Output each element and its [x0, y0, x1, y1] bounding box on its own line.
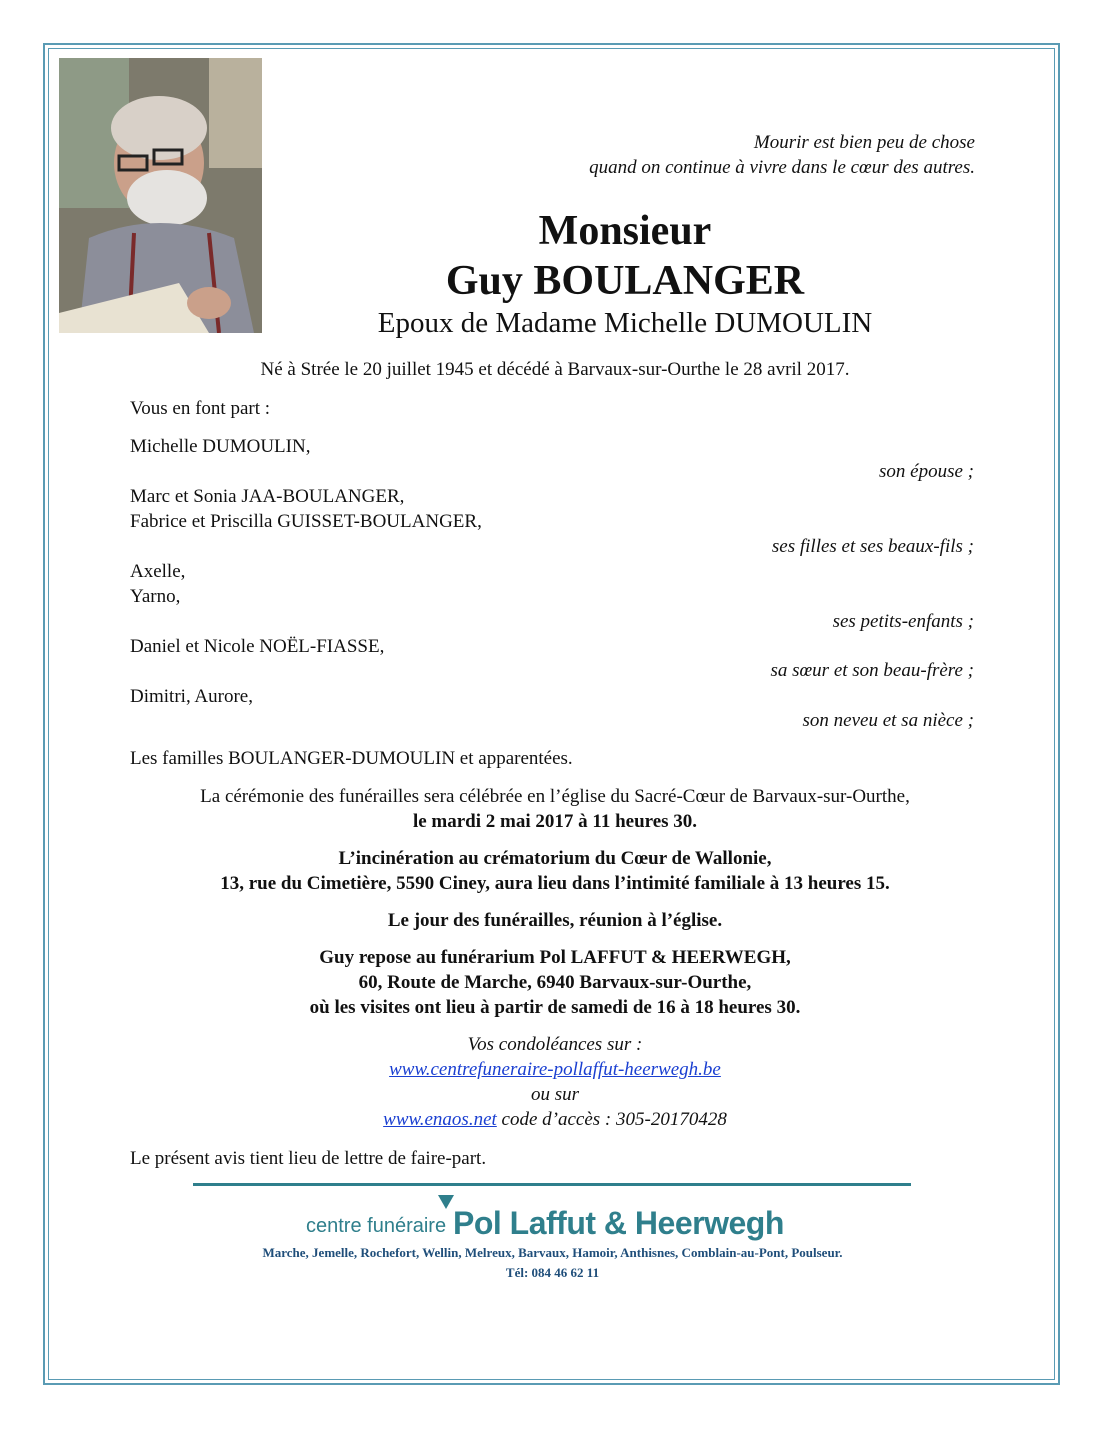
enaos-link[interactable]: www.enaos.net [383, 1109, 497, 1130]
footer-rule [193, 1183, 911, 1186]
condolences-enaos-row [60, 1107, 1050, 1132]
meeting-line: Le jour des funérailles, réunion à l’église. [387, 910, 723, 931]
family-name: Marc et Sonia JAA-BOULANGER, [130, 486, 405, 507]
condolences-or: ou sur [530, 1084, 580, 1105]
family-name: Daniel et Nicole NOËL-FIASSE, [130, 636, 385, 657]
rest-line-2: 60, Route de Marche, 6940 Barvaux-sur-Ourthe, [358, 972, 752, 993]
logo-prefix: centre funéraire [306, 1215, 447, 1237]
access-code: code d’accès : 305-20170428 [496, 1109, 727, 1130]
logo-marker-icon [438, 1195, 454, 1209]
family-name: Dimitri, Aurore, [130, 686, 253, 707]
ceremony-line-1: La cérémonie des funérailles sera célébrée en l’église du Sacré-Cœur de Barvaux-sur-Ourthe, [200, 786, 910, 807]
families-line: Les familles BOULANGER-DUMOULIN et apparentées. [130, 748, 573, 769]
portrait-photo [59, 58, 262, 333]
spouse-line: Epoux de Madame Michelle DUMOULIN [377, 307, 873, 339]
quote-line-1: Mourir est bien peu de chose [753, 132, 975, 153]
epigraph-quote [589, 130, 975, 180]
footer-towns: Marche, Jemelle, Rochefort, Wellin, Melreux, Barvaux, Hamoir, Anthisnes, Comblain-au-Pont, Poulseur. [262, 1245, 843, 1260]
cremation-line-2: 13, rue du Cimetière, 5590 Ciney, aura lieu dans l’intimité familiale à 13 heures 15. [220, 873, 890, 894]
notice-line: Le présent avis tient lieu de lettre de faire-part. [130, 1148, 487, 1169]
honorific: Monsieur [538, 208, 712, 254]
family-name: Yarno, [130, 586, 181, 607]
ceremony-line-2: le mardi 2 mai 2017 à 11 heures 30. [412, 811, 698, 832]
intro-line: Vous en font part : [130, 398, 271, 419]
condolences-link-row [60, 1057, 1050, 1082]
portrait-illustration [59, 58, 262, 333]
rest-line-3: où les visites ont lieu à partir de samedi de 16 à 18 heures 30. [309, 997, 801, 1018]
footer-phone: Tél: 084 46 62 11 [505, 1265, 600, 1280]
family-name: Fabrice et Priscilla GUISSET-BOULANGER, [130, 511, 482, 532]
birth-death-line: Né à Strée le 20 juillet 1945 et décédé à Barvaux-sur-Ourthe le 28 avril 2017. [260, 359, 850, 380]
logo-name: Pol Laffut & Heerwegh [453, 1205, 784, 1241]
funeral-website-link[interactable]: www.centrefuneraire-pollaffut-heerwegh.be [389, 1059, 721, 1080]
cremation-line-1: L’incinération au crématorium du Cœur de Wallonie, [338, 848, 772, 869]
condolences-label: Vos condoléances sur : [467, 1034, 643, 1055]
family-relation: sa sœur et son beau-frère ; [770, 660, 974, 681]
family-relation: ses petits-enfants ; [832, 611, 974, 632]
deceased-name: Guy BOULANGER [445, 258, 805, 304]
family-relation: ses filles et ses beaux-fils ; [771, 536, 974, 557]
rest-line-1: Guy repose au funérarium Pol LAFFUT & HEERWEGH, [319, 947, 791, 968]
quote-line-2: quand on continue à vivre dans le cœur des autres. [589, 157, 975, 178]
family-relation: son neveu et sa nièce ; [802, 710, 974, 731]
family-name: Michelle DUMOULIN, [130, 436, 311, 457]
family-relation: son épouse ; [879, 461, 974, 482]
family-name: Axelle, [130, 561, 186, 582]
